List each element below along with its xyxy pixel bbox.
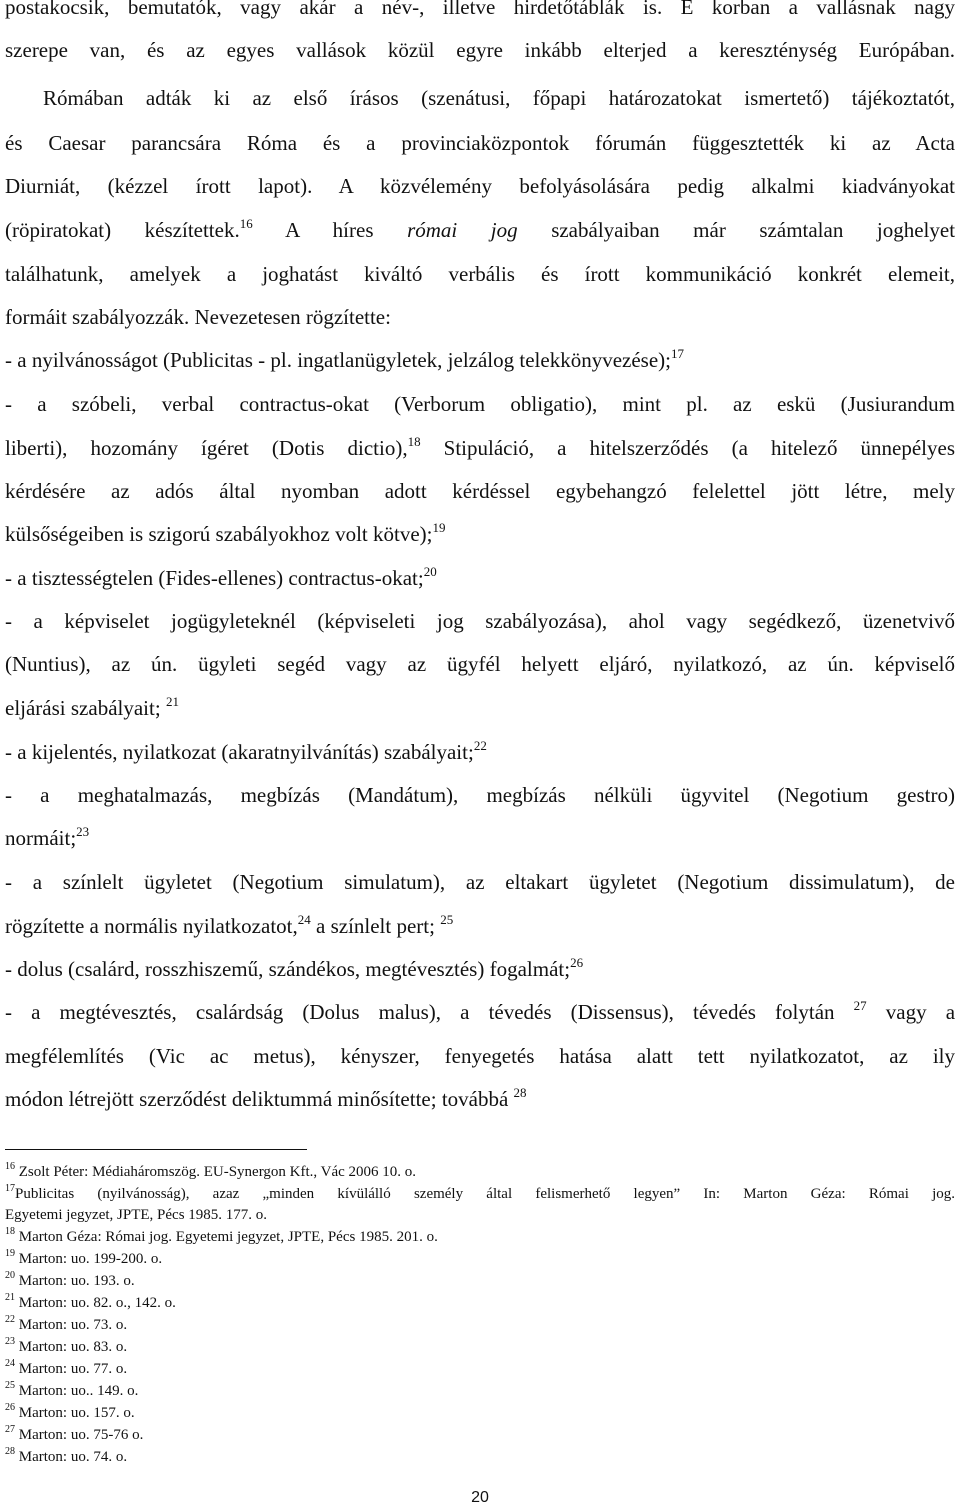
footnote-number: 28: [5, 1446, 15, 1457]
footnote: $^{17}$Publicitas (nyilvánosság), azaz „minden kívülálló személy által felismerhető legyen” In: Marton Géza: Római jog.: [5, 1183, 955, 1202]
footnote: $^{22}$ Marton: uo. 73. o.: [5, 1314, 128, 1333]
list-item: - dolus (csalárd, rosszhiszemű, szándékos, megtévesztés) fogalmát;$^{26}$: [5, 955, 584, 981]
list-item: - a szóbeli, verbal contractus-okat (Verborum obligatio), mint pl. az eskü (Jusiurandum: [5, 392, 955, 416]
footnote: $^{21}$ Marton: uo. 82. o., 142. o.: [5, 1292, 176, 1311]
list-item: - a megtévesztés, csalárdság (Dolus malus), a tévedés (Dissensus), tévedés folytán $^{27}$ vagy a: [5, 998, 956, 1024]
body-line: megfélemlítés (Vic ac metus), kényszer, fenyegetés hatása alatt tett nyilatkozatot, az ily: [5, 1044, 955, 1068]
list-item: - a meghatalmazás, megbízás (Mandátum), megbízás nélküli ügyvitel (Negotium gestro): [5, 783, 955, 807]
footnote-ref: 23: [76, 824, 90, 839]
footnote: $^{28}$ Marton: uo. 74. o.: [5, 1446, 128, 1465]
footnote-number: 17: [5, 1183, 15, 1194]
footnote-ref: 27: [853, 998, 867, 1013]
footnote-number: 23: [5, 1336, 15, 1347]
footnote-ref: 28: [513, 1085, 527, 1100]
footnote-number: 16: [5, 1161, 15, 1172]
list-item: - a tisztességtelen (Fides-ellenes) contractus-okat;$^{20}$: [5, 564, 437, 590]
body-line: formáit szabályozzák. Nevezetesen rögzítette:: [5, 305, 391, 329]
footnote: $^{24}$ Marton: uo. 77. o.: [5, 1358, 128, 1377]
footnote-ref: 20: [423, 564, 437, 579]
footnote: $^{25}$ Marton: uo.. 149. o.: [5, 1380, 139, 1399]
body-line: rögzítette a normális nyilatkozatot,$^{24}$ a színlelt pert; $^{25}$: [5, 912, 454, 938]
body-line: és Caesar parancsára Róma és a provinciaközpontok fórumán függesztették ki az Acta: [5, 131, 955, 155]
body-line: liberti), hozomány ígéret (Dotis dictio),$^{18}$ Stipuláció, a hitelszerződés (a hitelező ünnepélyes: [5, 434, 956, 460]
paragraph-start-line: Rómában adták ki az első írásos (szenátusi, főpapi határozatokat ismertető) tájékoztatót,: [43, 86, 955, 110]
body-line: eljárási szabályait; $^{21}$: [5, 694, 179, 720]
footnote-ref: 16: [239, 216, 253, 231]
footnote-number: 21: [5, 1292, 15, 1303]
footnote-ref: 17: [670, 346, 684, 361]
footnote-number: 18: [5, 1226, 15, 1237]
footnote-number: 25: [5, 1380, 15, 1391]
list-item: - a nyilvánosságot (Publicitas - pl. ingatlanügyletek, jelzálog telekkönyvezése);$^{17}$: [5, 346, 684, 372]
page-number: 20: [471, 1489, 489, 1506]
footnote-ref: 21: [165, 694, 179, 709]
footnote: $^{16}$ Zsolt Péter: Médiaháromszög. EU-Synergon Kft., Vác 2006 10. o.: [5, 1161, 417, 1180]
footnote: $^{27}$ Marton: uo. 75-76 o.: [5, 1424, 144, 1443]
list-item: - a kijelentés, nyilatkozat (akaratnyilvánítás) szabályait;$^{22}$: [5, 738, 487, 764]
body-line: (Nuntius), az ún. ügyleti segéd vagy az ügyfél helyett eljáró, nyilatkozó, az ún. képviselő: [5, 652, 955, 676]
body-line: Diurniát, (kézzel írott lapot). A közvélemény befolyásolására pedig alkalmi kiadványokat: [5, 174, 955, 198]
footnote-number: 20: [5, 1270, 15, 1281]
footnote-ref: 18: [407, 434, 421, 449]
footnote-number: 22: [5, 1314, 15, 1325]
list-item: - a képviselet jogügyleteknél (képviseleti jog szabályozása), ahol vagy segédkező, üzenetvivő: [5, 609, 955, 633]
body-line: külsőségeiben is szigorú szabályokhoz volt kötve);$^{19}$: [5, 520, 446, 546]
footnote-number: 26: [5, 1402, 15, 1413]
list-item: - a színlelt ügyletet (Negotium simulatum), az eltakart ügyletet (Negotium dissimulatum), de: [5, 870, 955, 894]
footnote-ref: 26: [570, 955, 584, 970]
footnote-separator: [5, 1149, 307, 1150]
footnote: $^{20}$ Marton: uo. 193. o.: [5, 1270, 135, 1289]
emphasis-text: római jog: [407, 218, 518, 242]
footnote-number: 19: [5, 1248, 15, 1259]
footnote-ref: 22: [473, 738, 487, 753]
footnote-ref: 19: [432, 520, 446, 535]
body-line: kérdésére az adós által nyomban adott kérdéssel egybehangzó felelettel jött létre, mely: [5, 479, 955, 503]
body-line: módon létrejött szerződést deliktummá minősítette; továbbá $^{28}$: [5, 1085, 527, 1111]
footnote: $^{23}$ Marton: uo. 83. o.: [5, 1336, 128, 1355]
footnote: $^{19}$ Marton: uo. 199-200. o.: [5, 1248, 163, 1267]
body-line: normáit;$^{23}$: [5, 824, 90, 850]
footnote-continuation: Egyetemi jegyzet, JPTE, Pécs 1985. 177. o.: [5, 1207, 268, 1223]
footnote-ref: 25: [440, 912, 454, 927]
body-line: szerepe van, és az egyes vallások közül egyre inkább elterjed a kereszténység Európában.: [5, 38, 955, 62]
body-line: postakocsik, bemutatók, vagy akár a név-, illetve hirdetőtáblák is. E korban a vallásnak nagy: [5, 0, 955, 19]
footnote-number: 24: [5, 1358, 15, 1369]
footnote-ref: 24: [297, 912, 311, 927]
body-line: találhatunk, amelyek a joghatást kiváltó verbális és írott kommunikáció konkrét elemeit,: [5, 262, 955, 286]
footnote: $^{18}$ Marton Géza: Római jog. Egyetemi jegyzet, JPTE, Pécs 1985. 201. o.: [5, 1226, 438, 1245]
body-line: (röpiratokat) készítettek.$^{16}$ A híres római jog szabályaiban már számtalan joghelyet: [5, 216, 956, 242]
footnote-number: 27: [5, 1424, 15, 1435]
footnote: $^{26}$ Marton: uo. 157. o.: [5, 1402, 135, 1421]
